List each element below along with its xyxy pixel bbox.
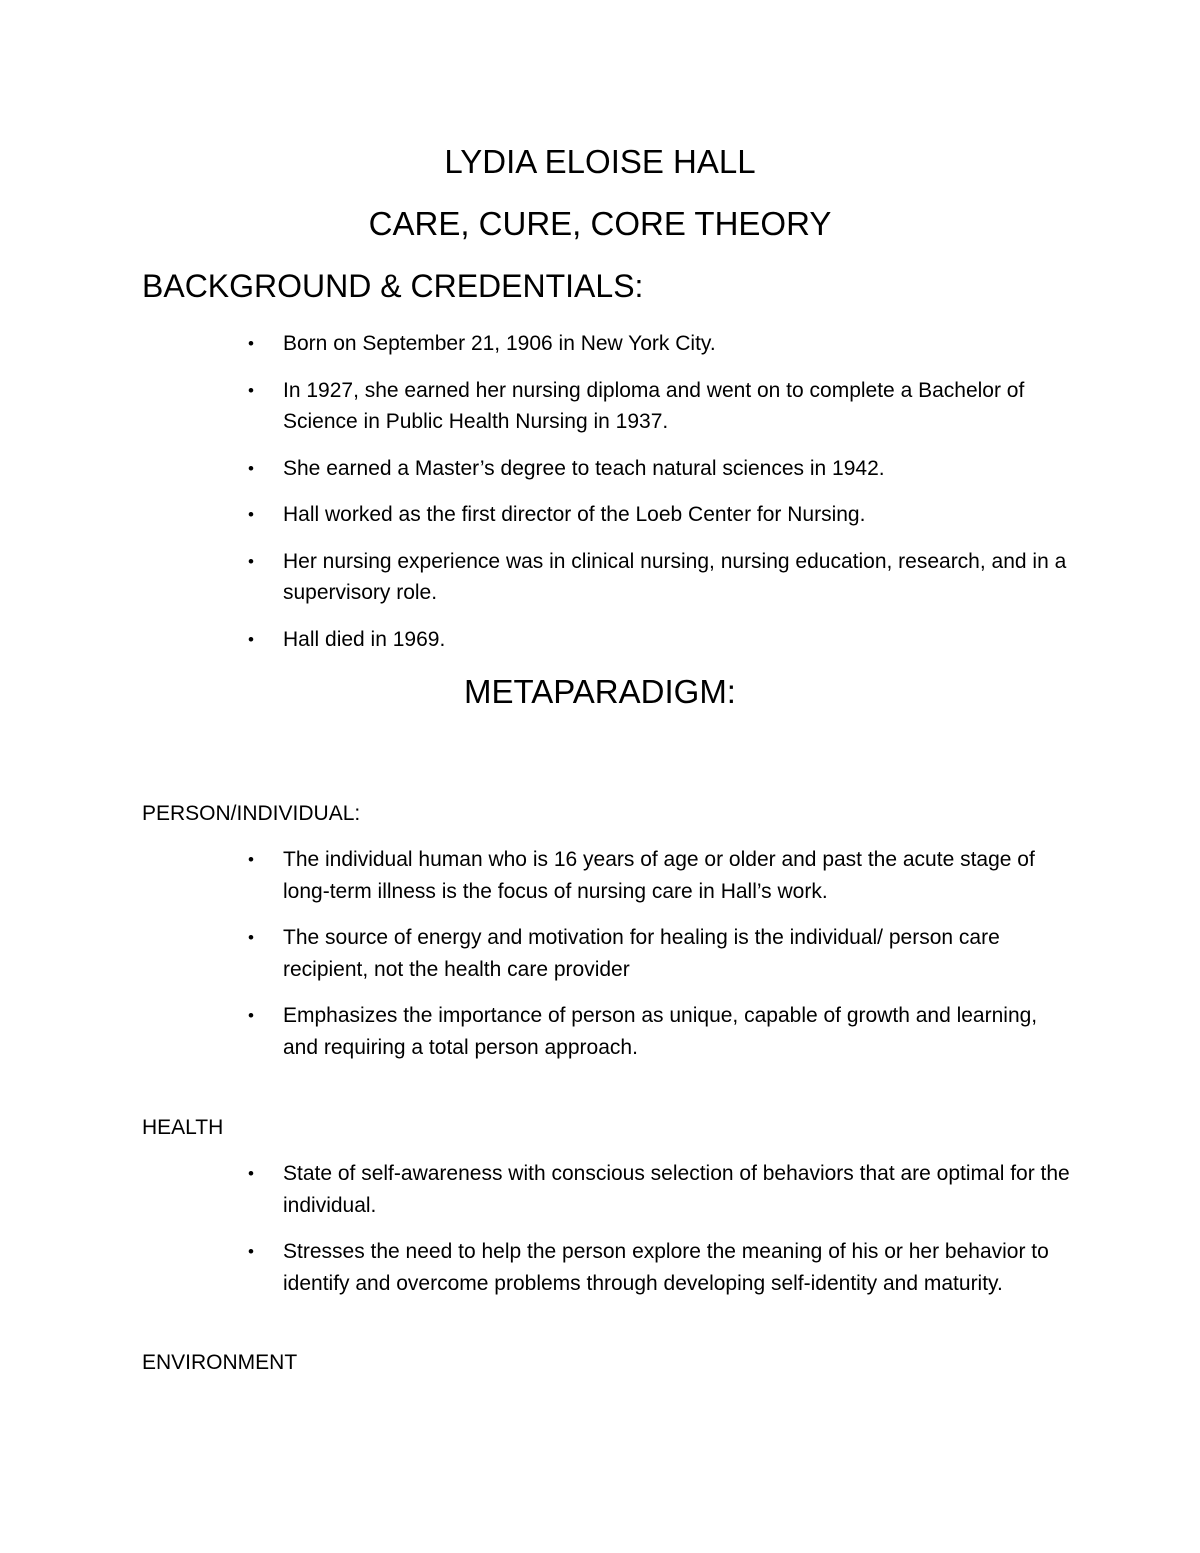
list-item: • State of self-awareness with conscious selection of behaviors that are optimal for the individual. [0,1158,1073,1221]
background-list [0,328,1200,670]
list-item: • Stresses the need to help the person explore the meaning of his or her behavior to identify and overcome problems through developing self-identity and maturity. [0,1236,1073,1299]
list-item: • Born on September 21, 1906 in New York City. [0,328,1073,360]
environment-label: ENVIRONMENT [142,1351,298,1374]
health-list [0,1158,1200,1314]
list-item: • The individual human who is 16 years of age or older and past the acute stage of long-term illness is the focus of nursing care in Hall’s work. [0,844,1073,907]
list-item: • She earned a Master’s degree to teach natural sciences in 1942. [0,453,1073,485]
list-item: • Hall died in 1969. [0,624,1073,656]
metaparadigm-heading: METAPARADIGM: [464,673,736,710]
bullet-icon: • [248,505,254,524]
list-item: • Emphasizes the importance of person as unique, capable of growth and learning, and requiring a total person approach. [0,1000,1073,1063]
person-list [0,844,1200,1078]
document-title: LYDIA ELOISE HALL [444,143,756,180]
bullet-icon: • [248,380,254,400]
health-label: HEALTH [142,1116,224,1139]
bullet-icon: • [248,1242,254,1261]
bullet-icon: • [248,850,254,869]
bullet-icon: • [248,458,254,478]
list-item: • The source of energy and motivation for healing is the individual/ person care recipient, not the health care provider [0,922,1073,985]
person-label: PERSON/INDIVIDUAL: [142,802,361,825]
bullet-icon: • [248,1164,254,1183]
bullet-icon: • [248,928,254,947]
document-subtitle: CARE, CURE, CORE THEORY [368,205,832,242]
list-item: • Her nursing experience was in clinical nursing, nursing education, research, and in a supervisory role. [0,546,1073,609]
list-item: • Hall worked as the first director of the Loeb Center for Nursing. [0,499,1073,531]
background-heading: BACKGROUND & CREDENTIALS: [142,268,644,304]
bullet-icon: • [248,551,254,571]
bullet-icon: • [248,334,254,353]
bullet-icon: • [248,629,254,649]
list-item: • In 1927, she earned her nursing diploma and went on to complete a Bachelor of Science in Public Health Nursing in 1937. [0,375,1073,438]
bullet-icon: • [248,1006,254,1025]
